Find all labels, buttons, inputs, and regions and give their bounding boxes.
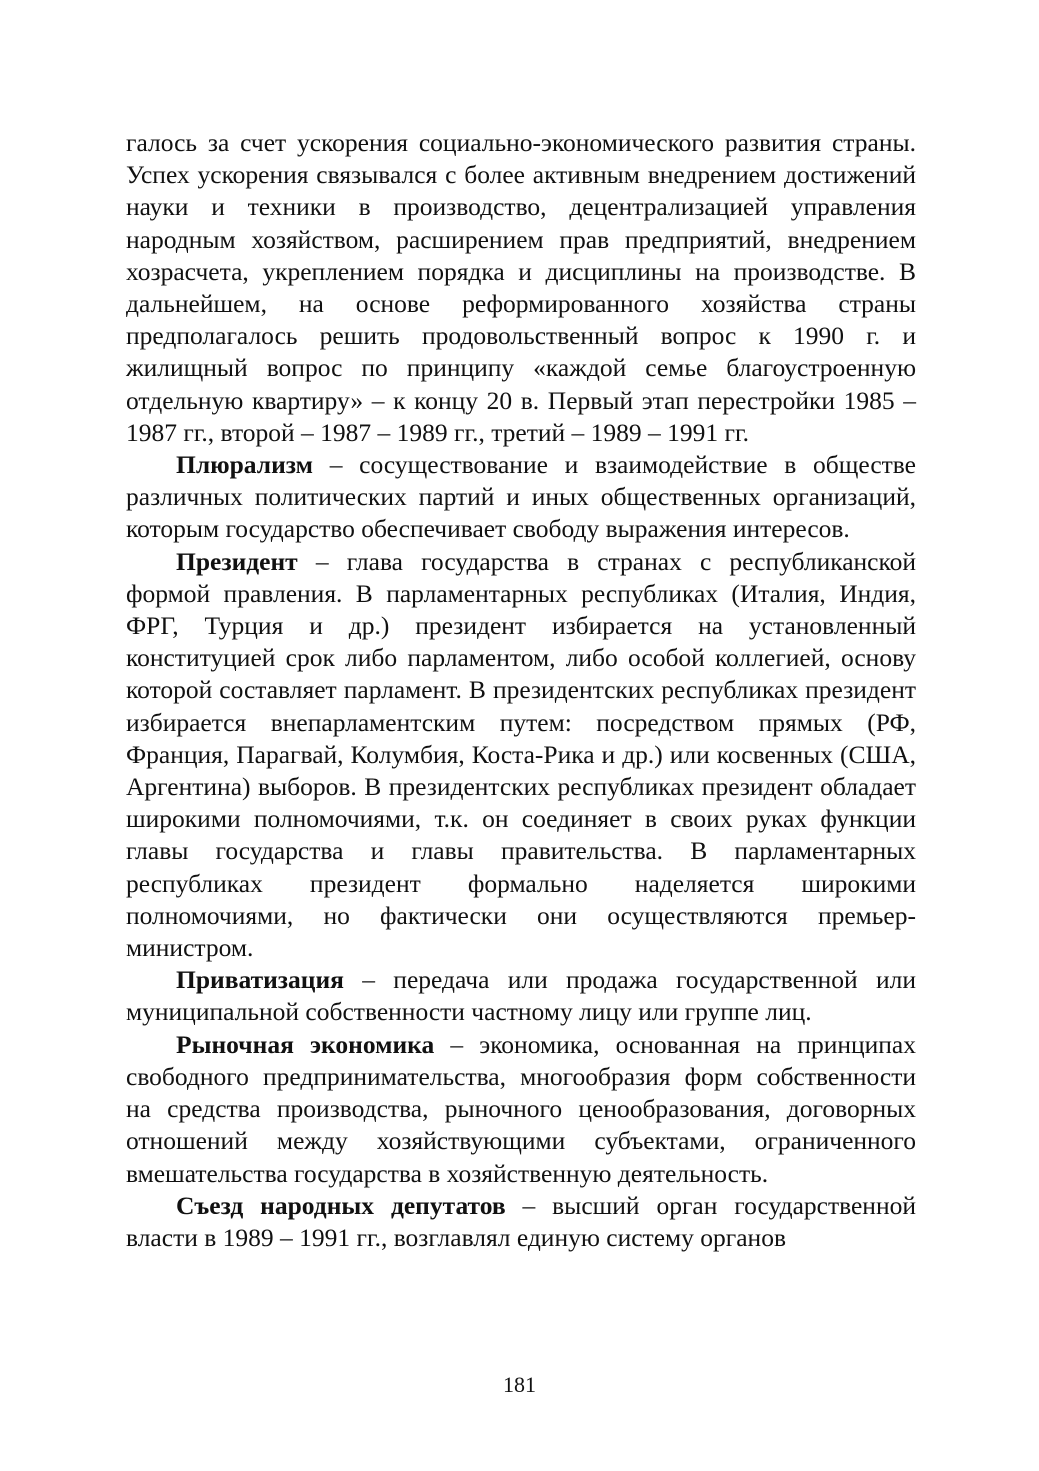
- glossary-term: Съезд народных депутатов: [176, 1190, 506, 1220]
- glossary-entry-congress-of-deputies: [126, 1190, 916, 1254]
- glossary-entry-president: [126, 546, 916, 965]
- glossary-entry-pluralism: [126, 449, 916, 546]
- page-number: 181: [503, 1372, 536, 1397]
- glossary-entry-market-economy: [126, 1029, 916, 1190]
- glossary-definition: – сосуществование и взаимодействие в обществе различных политических партий и иных общественных организаций, которым государство обеспечивает свободу выражения интересов.: [126, 450, 916, 544]
- glossary-definition: – передача или продажа государственной или муниципальной собственности частному лицу или группе лиц.: [126, 965, 916, 1027]
- body-text: [126, 127, 916, 1254]
- glossary-definition: – высший орган государственной власти в 1989 – 1991 гг., возглавлял единую систему органов: [126, 1190, 916, 1252]
- glossary-term: Рыночная экономика: [176, 1029, 435, 1059]
- glossary-definition: – глава государства в странах с республиканской формой правления. В парламентарных республиках (Италия, Индия, ФРГ, Турция и др.) президент избирается на установленный конституцией срок либо парламентом, либо особой коллегией, основу которой составляет парламент. В президентских республиках президент избирается внепарламентским путем: посредством прямых (РФ, Франция, Парагвай, Колумбия, Коста-Рика и др.) или косвенных (США, Аргентина) выборов. В президентских республиках президент обладает широкими полномочиями, т.к. он соединяет в своих руках функции главы государства и главы правительства. В парламентарных республиках президент формально наделяется широкими полномочиями, но фактически они осуществляются премьер-министром.: [126, 546, 916, 963]
- glossary-term: Плюрализм: [176, 450, 314, 480]
- glossary-term: Приватизация: [176, 965, 344, 995]
- glossary-entry-privatization: [126, 964, 916, 1028]
- glossary-definition: – экономика, основанная на принципах свободного предпринимательства, многообразия форм собственности на средства производства, рыночного ценообразования, договорных отношений между хозяйствующими субъектами, ограниченного вмешательства государства в хозяйственную деятельность.: [126, 1029, 916, 1188]
- glossary-term: Президент: [176, 546, 298, 576]
- intro-paragraph: галось за счет ускорения социально-экономического развития страны. Успех ускорения связывался с более активным внедрением достижений науки и техники в производство, децентрализацией управления народным хозяйством, расширением прав предприятий, внедрением хозрасчета, укреплением порядка и дисциплины на производстве. В дальнейшем, на основе реформированного хозяйства страны предполагалось решить продовольственный вопрос к 1990 г. и жилищный вопрос по принципу «каждой семье благоустроенную отдельную квартиру» – к концу 20 в. Первый этап перестройки 1985 – 1987 гг., второй – 1987 – 1989 гг., третий – 1989 – 1991 гг.: [126, 128, 916, 447]
